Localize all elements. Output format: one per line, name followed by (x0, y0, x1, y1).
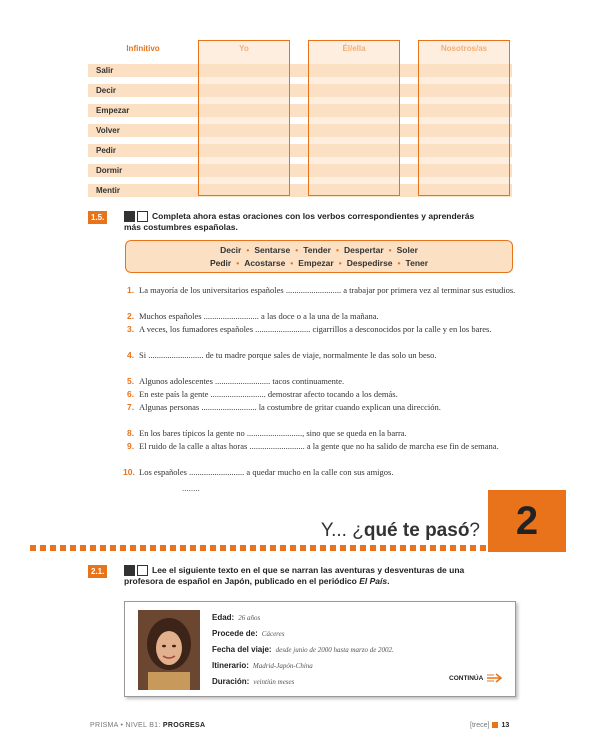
sentence-number: 2. (127, 311, 135, 321)
infinitive-label: Dormir (96, 166, 123, 175)
verb-item: Sentarse (254, 245, 291, 255)
individual-work-icon (124, 211, 135, 222)
footer-book-title (90, 722, 205, 729)
instruction-line-2: más costumbres españolas. (124, 222, 238, 232)
square-icon (492, 722, 498, 728)
sentence-item (127, 349, 517, 362)
sentence-item (127, 284, 517, 297)
page-word: [trece] (470, 722, 490, 729)
section-title-prefix: Y... ¿ (320, 520, 364, 541)
sentence-text[interactable]: Algunas personas .......................... la costumbre de gritar cuando explican una dirección. (139, 402, 441, 412)
newspaper-name: El País (359, 576, 388, 586)
sentence-item (123, 466, 517, 479)
header-infinitivo: Infinitivo (126, 44, 160, 53)
verb-item: Tener (405, 258, 429, 268)
bullet-icon: • (236, 258, 240, 268)
bullet-icon: • (246, 245, 250, 255)
page-number: 13 (501, 722, 510, 729)
sentence-text[interactable]: La mayoría de los universitarios españoles .......................... a trabajar por primera vez al terminar sus estudios. (139, 285, 516, 295)
verb-item: Despedirse (346, 258, 393, 268)
sentence-item (127, 310, 517, 323)
sentence-item (127, 323, 517, 336)
instruction-line-2 (124, 576, 389, 587)
sentence-number: 9. (127, 441, 135, 451)
field-label: Itinerario: (212, 661, 249, 670)
sentence-number: 5. (127, 376, 135, 386)
continua-label[interactable]: CONTINÚA (449, 675, 484, 682)
verb-item: Despertar (343, 245, 384, 255)
instruction-line-1: Lee el siguiente texto en el que se narran las aventuras y desventuras de una (152, 565, 465, 575)
individual-work-icon (124, 565, 135, 576)
sentence-text[interactable]: En este país la gente .......................... demostrar afecto tocando a los demás. (139, 389, 398, 399)
sentence-text[interactable]: Algunos adolescentes .......................... tacos continuamente. (139, 376, 345, 386)
nosotros-answer-column[interactable] (418, 40, 510, 196)
exercise-instruction (152, 211, 522, 222)
yo-answer-column[interactable] (198, 40, 290, 196)
verb-item: Empezar (298, 258, 334, 268)
sentence-text[interactable]: El ruido de la calle a altas horas .......................... a la gente que no ha salido de marcha ese fin de semana. (139, 441, 499, 451)
verb-item: Acostarse (244, 258, 286, 268)
footer-level: PROGRESA (162, 722, 206, 729)
exercise-badge: 1.5. (88, 211, 107, 224)
el-ella-answer-column[interactable] (308, 40, 400, 196)
section-number: 2 (515, 499, 539, 543)
read-icon (137, 565, 148, 576)
verb-bank (125, 240, 513, 273)
verb-item: Tender (303, 245, 331, 255)
sentence-text[interactable]: Muchos españoles .......................... a las doce o a la una de la mañana. (139, 311, 379, 321)
bullet-icon: • (335, 245, 339, 255)
infinitive-label: Pedir (96, 146, 117, 155)
footer-page (470, 722, 509, 729)
footer-series: PRISMA • NIVEL B1: (90, 722, 163, 729)
sentence-number: 4. (127, 350, 135, 360)
trailing-dots: ........ (182, 484, 200, 493)
verb-item: Pedir (209, 258, 232, 268)
bullet-icon: • (388, 245, 392, 255)
section-title-suffix: ? (469, 520, 480, 541)
bullet-icon: • (295, 245, 299, 255)
field-fecha (212, 645, 394, 654)
field-duracion (212, 677, 294, 686)
verb-bank-row-1 (126, 245, 512, 255)
sentence-text[interactable]: En los bares típicos la gente no .........................., sino que se queda en la barra. (139, 428, 407, 438)
infinitive-label: Volver (96, 126, 120, 135)
sentence-text[interactable]: Los españoles .......................... a quedar mucho en la calle con sus amigos. (139, 467, 394, 477)
field-procede (212, 629, 284, 638)
write-icon (137, 211, 148, 222)
field-itinerario (212, 661, 313, 670)
field-label: Fecha del viaje: (212, 645, 272, 654)
field-value: 26 años (238, 614, 261, 622)
field-value: desde junio de 2000 hasta marzo de 2002. (275, 646, 394, 654)
field-label: Duración: (212, 677, 250, 686)
sentence-number: 10. (123, 467, 135, 477)
infinitive-label: Decir (96, 86, 117, 95)
field-label: Edad: (212, 613, 235, 622)
bullet-icon: • (397, 258, 401, 268)
section-title (321, 520, 480, 542)
sentence-item (127, 375, 517, 388)
section-title-bold: qué te pasó (363, 520, 470, 541)
sentence-number: 3. (127, 324, 135, 334)
bullet-icon: • (290, 258, 294, 268)
instruction-line-1: Completa ahora estas oraciones con los verbos correspondientes y aprenderás (152, 211, 475, 221)
section-divider (30, 545, 488, 551)
field-value: Madrid-Japón-China (252, 662, 313, 670)
arrow-right-icon[interactable] (486, 672, 504, 684)
field-label: Procede de: (212, 629, 258, 638)
sentence-number: 1. (127, 285, 135, 295)
sentence-text[interactable]: A veces, los fumadores españoles .......................... cigarrillos a desconocidos por la calle y en los bares. (139, 324, 492, 334)
sentence-item (127, 401, 517, 414)
sentence-number: 7. (127, 402, 135, 412)
infinitive-label: Mentir (96, 186, 120, 195)
infinitive-label: Salir (96, 66, 114, 75)
field-value: veintiún meses (253, 678, 295, 686)
sentence-number: 6. (127, 389, 135, 399)
sentence-item (127, 388, 517, 401)
sentence-item (127, 440, 517, 453)
infinitive-label: Empezar (96, 106, 130, 115)
verb-bank-row-2 (126, 258, 512, 268)
bullet-icon: • (338, 258, 342, 268)
sentence-number: 8. (127, 428, 135, 438)
instruction-text-end: . (387, 576, 390, 586)
verb-item: Soler (396, 245, 418, 255)
verb-item: Decir (220, 245, 242, 255)
field-edad (212, 613, 260, 622)
sentence-item (127, 427, 517, 440)
exercise-badge: 2.1. (88, 565, 107, 578)
sentence-text[interactable]: Si .......................... de tu madre porque sales de viaje, normalmente le das solo un beso. (139, 350, 437, 360)
instruction-text: profesora de español en Japón, publicado en el periódico (124, 576, 360, 586)
profile-photo (138, 610, 200, 690)
field-value: Cáceres (261, 630, 285, 638)
